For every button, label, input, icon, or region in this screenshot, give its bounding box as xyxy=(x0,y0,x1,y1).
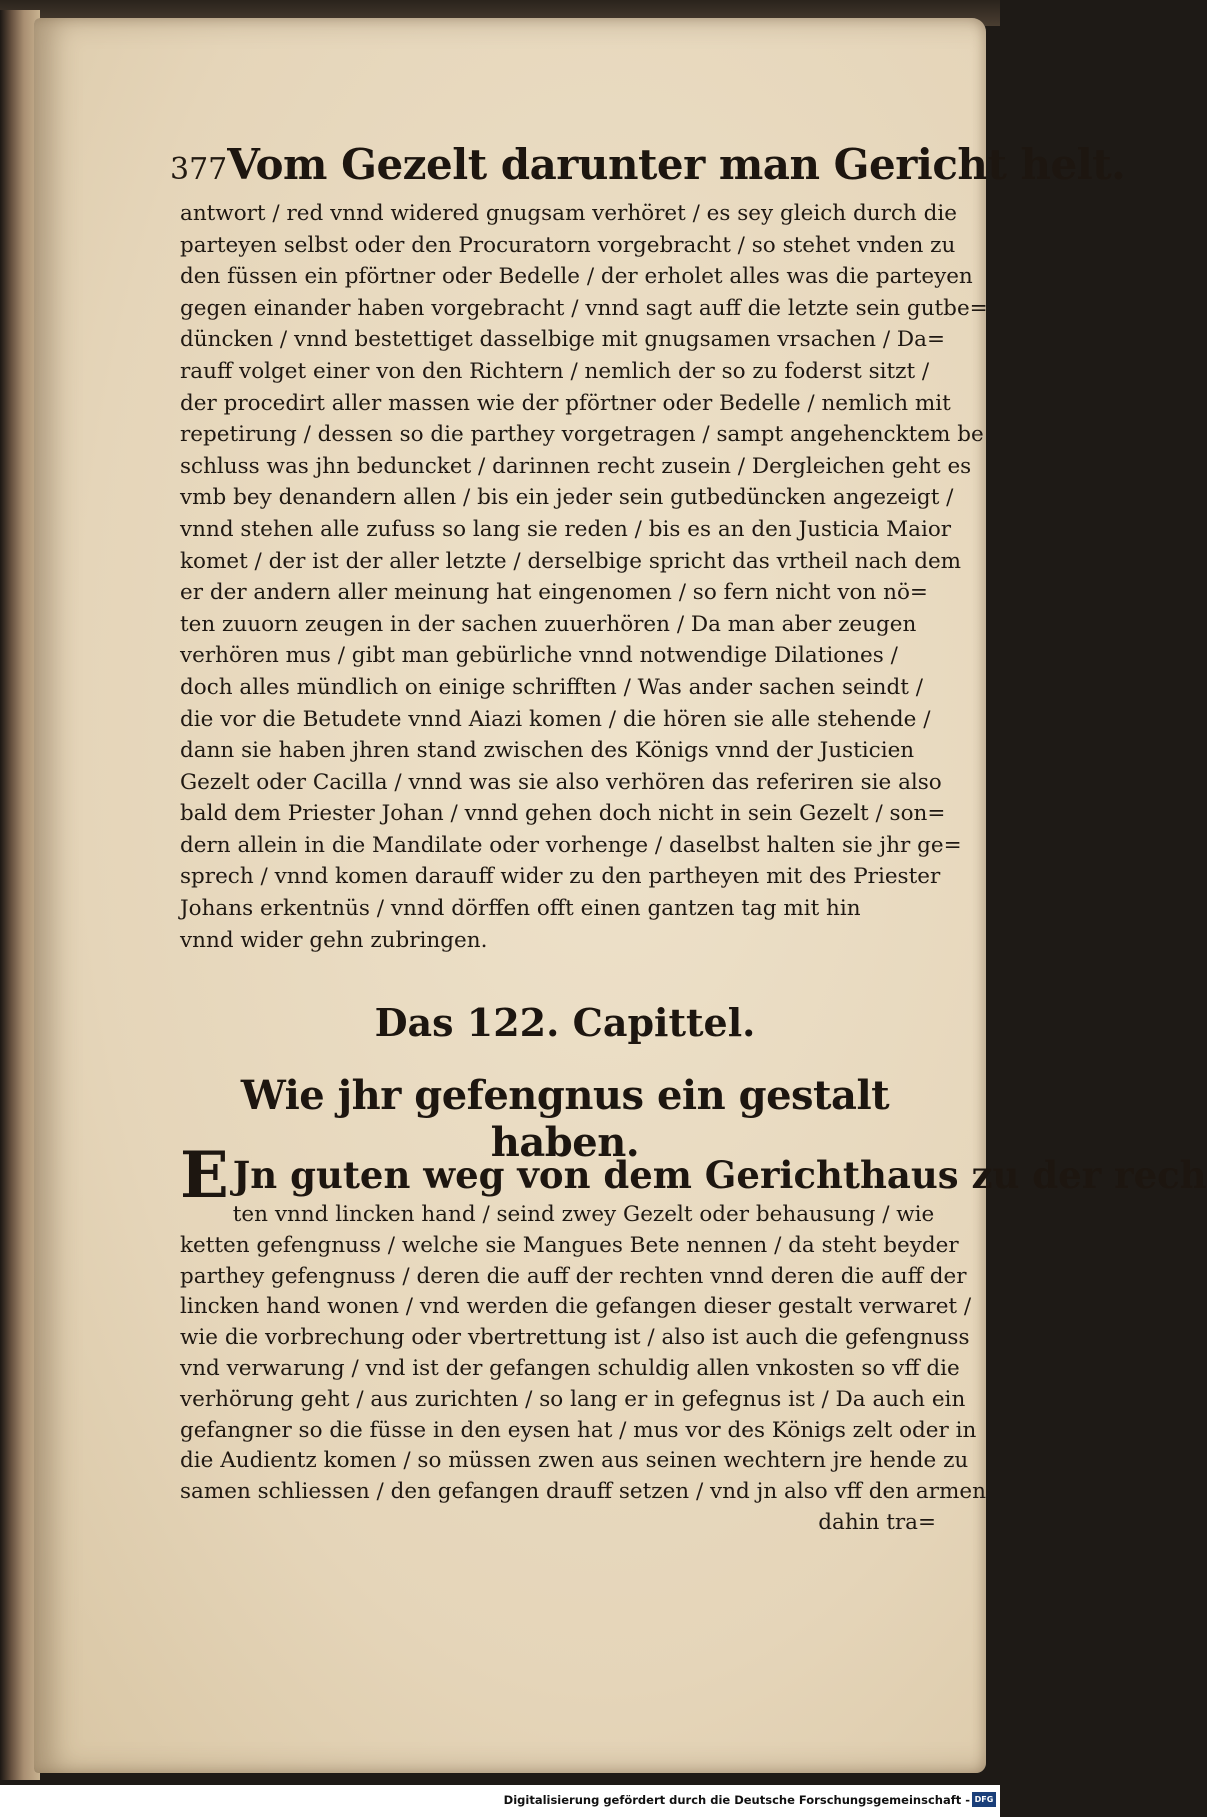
text-line: die vor die Betudete vnnd Aiazi komen / die hören sie alle stehende / xyxy=(180,706,931,732)
text-line: sprech / vnnd komen darauff wider zu den partheyen mit des Priester xyxy=(180,864,941,890)
text-line: vnnd stehen alle zufuss so lang sie reden / bis es an den Justicia Maior xyxy=(180,516,952,542)
text-line: samen schliessen / den gefangen drauff setzen / vnd jn also vff den armen xyxy=(180,1479,986,1505)
running-head: Vom Gezelt darunter man Gericht helt. xyxy=(227,140,1126,189)
text-line: gefangner so die füsse in den eysen hat / mus vor des Königs zelt oder in xyxy=(180,1417,977,1443)
text-line: ketten gefengnuss / welche sie Mangues Bete nennen / da steht beyder xyxy=(180,1232,959,1258)
footer-credit: Digitalisierung gefördert durch die Deutsche Forschungsgemeinschaft - xyxy=(503,1793,970,1807)
text-line: rauff volget einer von den Richtern / nemlich der so zu foderst sitzt / xyxy=(180,358,930,384)
text-line: doch alles mündlich on einige schrifften / Was ander sachen seindt / xyxy=(180,674,923,700)
text-line: parteyen selbst oder den Procuratorn vorgebracht / so stehet vnden zu xyxy=(180,232,956,258)
body-text xyxy=(180,198,988,956)
text-line: antwort / red vnnd widered gnugsam verhöret / es sey gleich durch die xyxy=(180,201,957,226)
text-line: repetirung / dessen so die parthey vorgetragen / sampt angehencktem be xyxy=(180,422,984,448)
catchword: dahin tra= xyxy=(818,1509,936,1535)
page-header xyxy=(170,140,1126,200)
text-line: parthey gefengnuss / deren die auff der rechten vnnd deren die auff der xyxy=(180,1263,967,1289)
text-line: Johans erkentnüs / vnnd dörffen offt einen gantzen tag mit hin xyxy=(180,896,861,922)
chapter-heading: Wie jhr gefengnus ein gestalt haben. xyxy=(240,1072,890,1166)
text-line: vnnd wider gehn zubringen. xyxy=(180,927,488,953)
digitization-footer xyxy=(0,1785,1000,1817)
text-line: dern allein in die Mandilate oder vorhenge / daselbst halten sie jhr ge= xyxy=(180,832,962,858)
page-number: 377 xyxy=(170,152,228,187)
drop-cap: E xyxy=(180,1138,229,1213)
text-line: vmb bey denandern allen / bis ein jeder sein gutbedüncken angezeigt / xyxy=(180,485,954,511)
text-line: der procedirt aller massen wie der pförtner oder Bedelle / nemlich mit xyxy=(180,390,951,416)
text-line: schluss was jhn beduncket / darinnen recht zusein / Dergleichen geht es xyxy=(180,453,972,479)
text-line: gegen einander haben vorgebracht / vnnd sagt auff die letzte sein gutbe= xyxy=(180,295,988,321)
text-line: düncken / vnnd bestettiget dasselbige mit gnugsamen vrsachen / Da= xyxy=(180,327,945,353)
text-line: er der andern aller meinung hat eingenomen / so fern nicht von nö= xyxy=(180,580,928,606)
text-line: den füssen ein pförtner oder Bedelle / der erholet alles was die parteyen xyxy=(180,264,973,290)
text-line: die Audientz komen / so müssen zwen aus seinen wechtern jre hende zu xyxy=(180,1448,969,1474)
chapter-title: Das 122. Capittel. xyxy=(374,1000,756,1045)
text-line: ten vnnd lincken hand / seind zwey Gezelt oder behausung / wie xyxy=(232,1202,935,1227)
text-line: wie die vorbrechung oder vbertrettung ist / also ist auch die gefengnuss xyxy=(180,1325,970,1351)
text-line: Gezelt oder Cacilla / vnnd was sie also verhören das referiren sie also xyxy=(180,769,942,795)
text-line: lincken hand wonen / vnd werden die gefangen dieser gestalt verwaret / xyxy=(180,1294,972,1320)
text-line: komet / der ist der aller letzte / derselbige spricht das vrtheil nach dem xyxy=(180,548,962,574)
text-line: verhörung geht / aus zurichten / so lang er in gefegnus ist / Da auch ein xyxy=(180,1386,966,1412)
text-line: ten zuuorn zeugen in der sachen zuuerhören / Da man aber zeugen xyxy=(180,611,917,637)
text-line: verhören mus / gibt man gebürliche vnnd notwendige Dilationes / xyxy=(180,643,898,669)
text-line: bald dem Priester Johan / vnnd gehen doch nicht in sein Gezelt / son= xyxy=(180,801,946,827)
chapter-paragraph xyxy=(180,1138,1207,1539)
dfg-logo-icon: DFG xyxy=(972,1792,996,1807)
text-line: dann sie haben jhren stand zwischen des Königs vnnd der Justicien xyxy=(180,738,915,764)
paragraph-first-line xyxy=(180,1138,1207,1213)
text-line: vnd verwarung / vnd ist der gefangen schuldig allen vnkosten so vff die xyxy=(180,1355,960,1381)
first-line-text: Jn guten weg von dem Gerichthaus zu der rech xyxy=(232,1153,1207,1197)
